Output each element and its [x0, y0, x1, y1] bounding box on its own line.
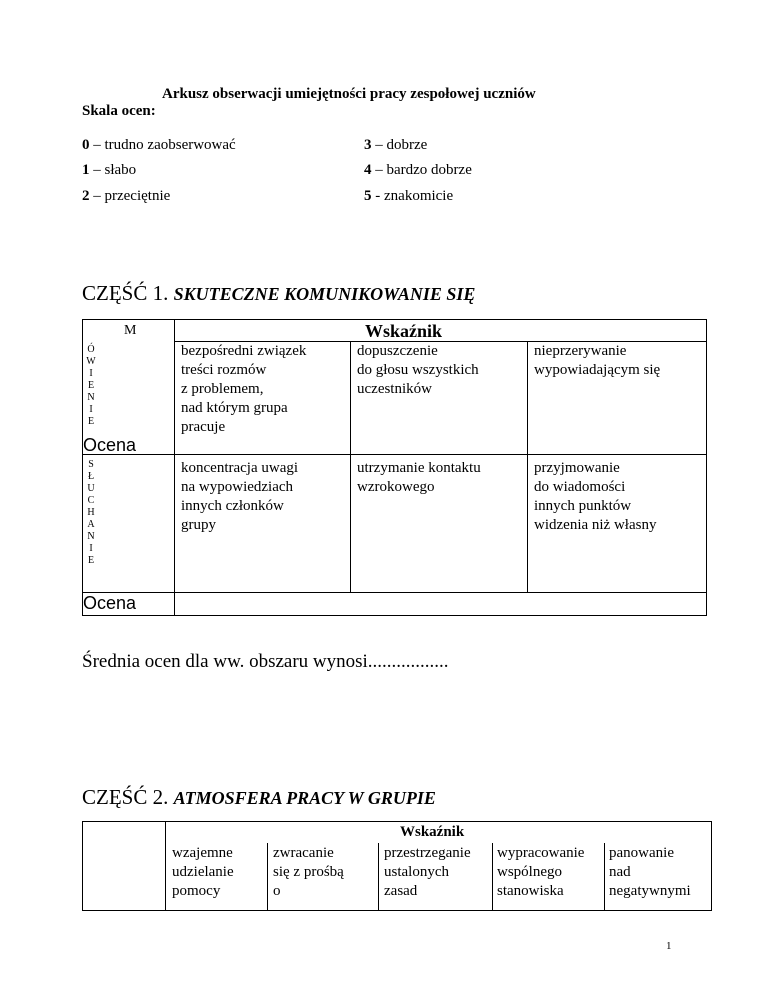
- scale-item-3: 3 – dobrze: [364, 137, 428, 153]
- indicator-cell: dopuszczenie do głosu wszystkich uczestników: [357, 343, 479, 397]
- ocena-label: Ocena: [83, 593, 137, 613]
- indicator-cell: wypracowanie wspólnego stanowiska: [497, 845, 585, 899]
- part1-table: [82, 319, 707, 616]
- ocena-label: Ocena: [83, 435, 137, 455]
- indicator-cell: bezpośredni związek treści rozmów z problemem, nad którym grupa pracuje: [181, 343, 307, 435]
- indicator-cell: przestrzeganie ustalonych zasad: [384, 845, 471, 899]
- page-number: 1: [666, 940, 672, 952]
- scale-item-2: 2 – przeciętnie: [82, 188, 171, 204]
- indicator-cell: koncentracja uwagi na wypowiedziach innych członków grupy: [181, 460, 299, 533]
- average-line: Średnia ocen dla ww. obszaru wynosi.................: [82, 651, 449, 672]
- scale-item-5: 5 - znakomicie: [364, 188, 454, 204]
- part2-table: [82, 821, 712, 911]
- sluchanie-vertical-label: S Ł U C H A N I E: [87, 459, 95, 566]
- indicator-header: Wskaźnik: [365, 321, 443, 341]
- document-title: Arkusz obserwacji umiejętności pracy zespołowej uczniów: [162, 86, 536, 102]
- part1-heading: CZĘŚĆ 1. SKUTECZNE KOMUNIKOWANIE SIĘ: [82, 281, 476, 305]
- mowienie-vertical-label: Ó W I E N I E: [86, 344, 96, 427]
- indicator-cell: przyjmowanie do wiadomości innych punktów widzenia niż własny: [534, 460, 657, 533]
- indicator-cell: utrzymanie kontaktu wzrokowego: [357, 460, 481, 495]
- indicator-cell: wzajemne udzielanie pomocy: [172, 845, 234, 899]
- indicator-header: Wskaźnik: [400, 824, 465, 840]
- indicator-cell: zwracanie się z prośbą o: [273, 845, 344, 899]
- part2-heading: CZĘŚĆ 2. ATMOSFERA PRACY W GRUPIE: [82, 785, 436, 809]
- mowienie-first-letter: M: [124, 323, 137, 338]
- scale-item-4: 4 – bardzo dobrze: [364, 162, 472, 178]
- scale-item-1: 1 – słabo: [82, 162, 137, 178]
- indicator-cell: panowanie nad negatywnymi: [609, 845, 691, 899]
- scale-label: Skala ocen:: [82, 103, 156, 119]
- indicator-cell: nieprzerywanie wypowiadającym się: [534, 343, 661, 378]
- scale-item-0: 0 – trudno zaobserwować: [82, 137, 236, 153]
